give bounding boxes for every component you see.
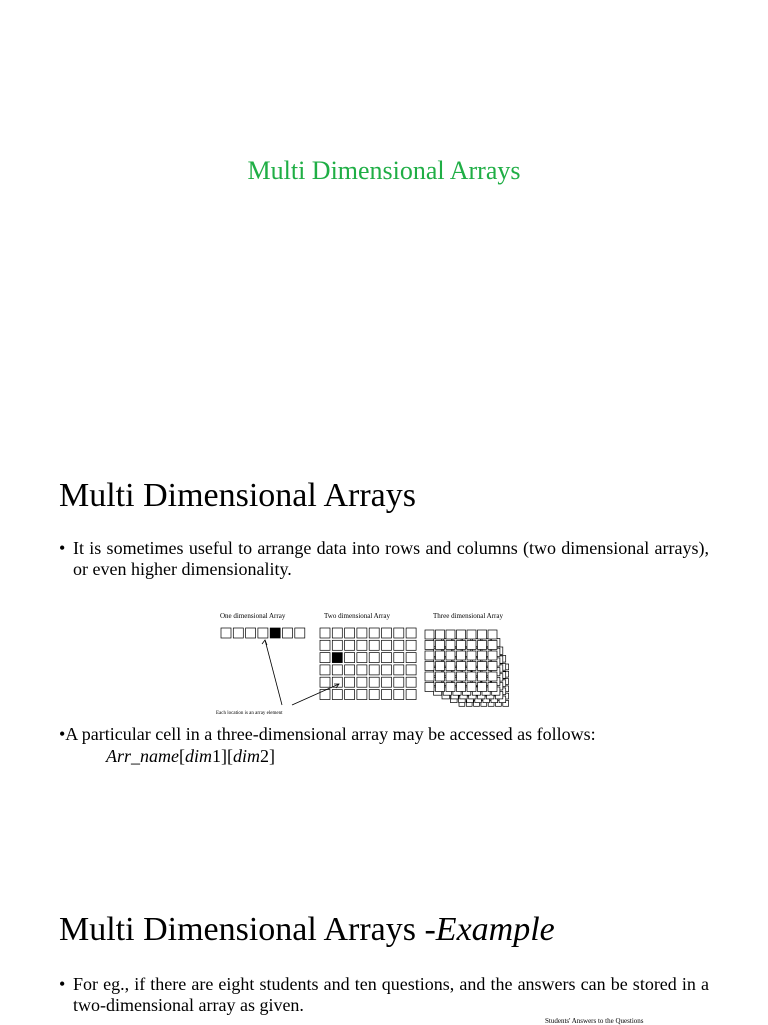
array-cell <box>406 690 416 700</box>
array-cell <box>233 628 243 638</box>
array-cell <box>394 640 404 650</box>
array-cell <box>357 653 367 663</box>
array-cell <box>488 683 497 692</box>
syntax-dim2: dim <box>233 746 260 766</box>
array-cell <box>467 662 476 671</box>
two-dimensional-array <box>320 628 416 700</box>
title-slide <box>0 0 768 432</box>
array-cell <box>332 690 342 700</box>
array-cell <box>320 665 330 675</box>
syntax-bracket-close: ] <box>269 746 275 766</box>
syntax-dim1: dim <box>185 746 212 766</box>
array-cell <box>246 628 256 638</box>
array-cell <box>406 665 416 675</box>
array-cell <box>436 651 445 660</box>
array-cell <box>457 662 466 671</box>
syntax-dim1-number: 1 <box>212 746 221 766</box>
array-cell-selected <box>270 628 280 638</box>
array-cell <box>467 672 476 681</box>
array-cell <box>345 690 355 700</box>
array-cell <box>394 653 404 663</box>
two-dimensional-label: Two dimensional Array <box>324 612 390 620</box>
array-cell <box>478 683 487 692</box>
array-cell <box>425 630 434 639</box>
array-cell <box>382 640 392 650</box>
bullet-text: For eg., if there are eight students and ten questions, and the answers can be stored in a two-dimensional array as given. <box>73 974 709 1015</box>
array-cell <box>457 630 466 639</box>
array-cell <box>406 677 416 687</box>
array-cell <box>457 641 466 650</box>
access-syntax <box>106 746 275 767</box>
array-cell <box>457 683 466 692</box>
array-cell <box>425 641 434 650</box>
array-cell <box>394 665 404 675</box>
syntax-bracket-mid: ][ <box>221 746 233 766</box>
array-cell <box>457 672 466 681</box>
slide-heading <box>59 910 555 950</box>
slide-heading-example: Example <box>435 911 555 948</box>
array-cell <box>357 640 367 650</box>
array-cell <box>345 665 355 675</box>
array-cell-selected <box>332 653 342 663</box>
syntax-bracket-open: [ <box>179 746 185 766</box>
array-cell <box>369 653 379 663</box>
one-dimensional-label: One dimensional Array <box>220 612 286 620</box>
array-cell <box>320 690 330 700</box>
array-cell <box>436 630 445 639</box>
array-cell <box>320 653 330 663</box>
array-cell <box>425 651 434 660</box>
array-cell <box>357 628 367 638</box>
array-cell <box>283 628 293 638</box>
bullet-marker: • <box>59 974 66 994</box>
array-cell <box>320 677 330 687</box>
array-cell <box>488 630 497 639</box>
array-cell <box>446 672 455 681</box>
three-dimensional-label: Three dimensional Array <box>433 612 503 620</box>
array-cell <box>488 662 497 671</box>
bullet-text: It is sometimes useful to arrange data into rows and columns (two dimensional arrays), or even higher dimensionality. <box>73 538 709 579</box>
array-cell <box>332 628 342 638</box>
array-cell <box>394 677 404 687</box>
array-cell <box>488 651 497 660</box>
array-cell <box>382 628 392 638</box>
syntax-array-name: Arr_name <box>106 746 179 766</box>
array-cell <box>406 653 416 663</box>
array-cell <box>357 690 367 700</box>
array-cell <box>478 651 487 660</box>
three-dimensional-array <box>425 630 509 706</box>
array-cell <box>446 641 455 650</box>
table-caption: Students' Answers to the Questions <box>545 1017 644 1025</box>
array-cell <box>425 662 434 671</box>
array-cell <box>425 672 434 681</box>
array-cell <box>357 677 367 687</box>
array-cell <box>369 677 379 687</box>
array-cell <box>436 683 445 692</box>
array-cell <box>394 690 404 700</box>
example-slide <box>0 864 768 1024</box>
array-cell <box>478 662 487 671</box>
array-cell <box>406 640 416 650</box>
array-cell <box>436 672 445 681</box>
array-cell <box>345 640 355 650</box>
slide-heading: Multi Dimensional Arrays <box>59 477 416 514</box>
array-cell <box>446 662 455 671</box>
array-cell <box>332 640 342 650</box>
array-cell <box>446 683 455 692</box>
array-cell <box>320 640 330 650</box>
array-cell <box>467 683 476 692</box>
array-cell <box>488 641 497 650</box>
array-cell <box>457 651 466 660</box>
bullet-item <box>59 538 709 580</box>
content-slide-arrays <box>0 432 768 864</box>
array-cell <box>345 677 355 687</box>
array-cell <box>394 628 404 638</box>
title-slide-heading: Multi Dimensional Arrays <box>247 156 521 185</box>
array-cell <box>478 641 487 650</box>
array-cell <box>369 690 379 700</box>
bullet-item <box>59 974 709 1016</box>
array-cell <box>258 628 268 638</box>
array-cell <box>467 651 476 660</box>
array-cell <box>369 640 379 650</box>
array-cell <box>478 672 487 681</box>
array-cell <box>467 641 476 650</box>
array-cell <box>446 651 455 660</box>
array-cell <box>320 628 330 638</box>
array-cell <box>332 665 342 675</box>
one-dimensional-array <box>221 628 305 638</box>
array-cell <box>382 665 392 675</box>
array-cell <box>382 653 392 663</box>
array-cell <box>382 677 392 687</box>
syntax-dim2-number: 2 <box>260 746 269 766</box>
array-cell <box>406 628 416 638</box>
array-cell <box>436 641 445 650</box>
array-cell <box>436 662 445 671</box>
array-cell <box>357 665 367 675</box>
array-cell <box>369 665 379 675</box>
array-cell <box>446 630 455 639</box>
cell-access-bullet: •A particular cell in a three-dimensional array may be accessed as follows: <box>59 724 596 744</box>
array-cell <box>295 628 305 638</box>
array-cell <box>369 628 379 638</box>
array-cell <box>382 690 392 700</box>
array-cell <box>345 653 355 663</box>
array-cell <box>345 628 355 638</box>
slide-heading-main: Multi Dimensional Arrays - <box>59 911 436 948</box>
array-cell <box>478 630 487 639</box>
bullet-marker: • <box>59 538 66 558</box>
array-cell <box>425 683 434 692</box>
array-cell <box>488 672 497 681</box>
array-element-caption: Each location is an array element <box>216 711 283 716</box>
array-cell <box>467 630 476 639</box>
array-cell <box>221 628 231 638</box>
